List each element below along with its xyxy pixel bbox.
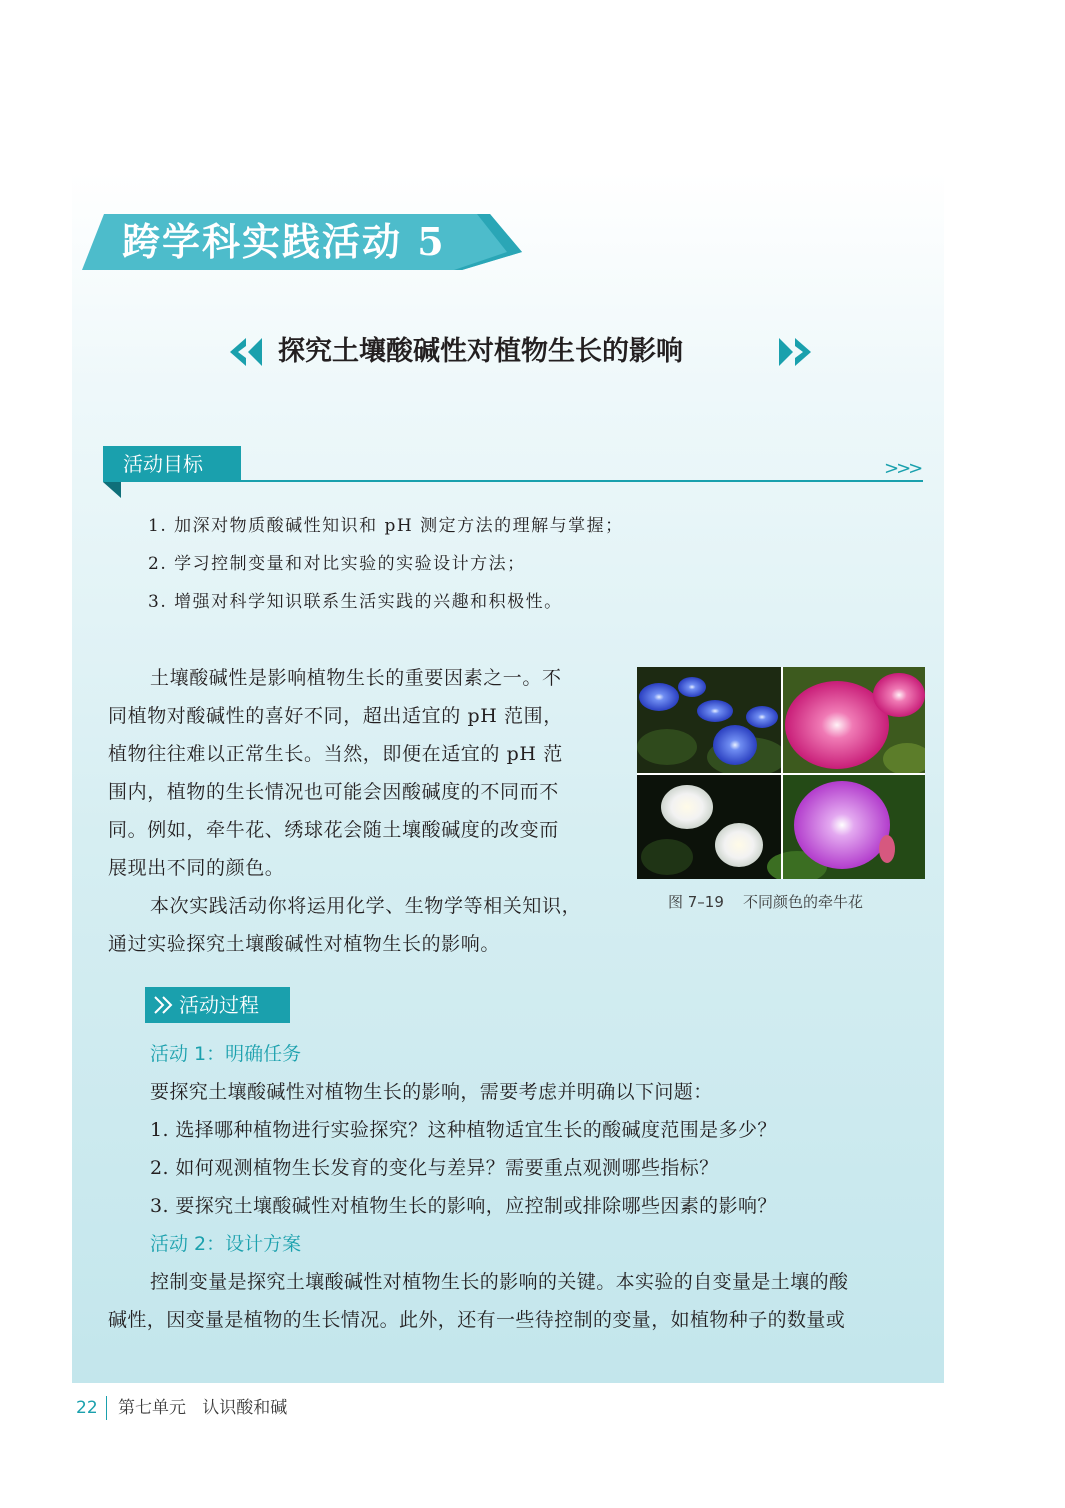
goals-arrows-icon: >>> [884,458,921,479]
goals-rule [241,480,923,482]
goal-item: 1. 加深对物质酸碱性知识和 pH 测定方法的理解与掌握； [148,516,624,536]
left-chevron-icon [228,330,268,374]
activity-1-line: 1. 选择哪种植物进行实验探究？这种植物适宜生长的酸碱度范围是多少？ [150,1119,777,1141]
process-heading-tab [145,987,290,1023]
intro-line: 同植物对酸碱性的喜好不同，超出适宜的 pH 范围， [108,705,563,727]
banner-title: 跨学科实践活动 5 [122,219,446,264]
section-banner [82,214,522,270]
page-number: 22 [76,1398,98,1418]
footer-divider [106,1396,107,1420]
double-chevron-icon [153,995,175,1015]
goal-item: 2. 学习控制变量和对比实验的实验设计方法； [148,554,526,574]
intro-line: 展现出不同的颜色。 [108,857,285,879]
goals-heading: 活动目标 [103,446,241,482]
activity-2-title: 活动 2：设计方案 [150,1233,302,1255]
intro-line: 土壤酸碱性是影响植物生长的重要因素之一。不 [150,667,562,689]
process-heading: 活动过程 [179,993,259,1017]
activity-1-line: 2. 如何观测植物生长发育的变化与差异？需要重点观测哪些指标？ [150,1157,719,1179]
activity-2-line: 碱性，因变量是植物的生长情况。此外，还有一些待控制的变量，如植物种子的数量或 [108,1309,846,1331]
intro-line: 围内，植物的生长情况也可能会因酸碱度的不同而不 [108,781,559,803]
intro-line: 通过实验探究土壤酸碱性对植物生长的影响。 [108,933,501,955]
right-chevron-icon [773,330,813,374]
running-footer: 第七单元 认识酸和碱 [118,1398,288,1418]
flower-collage-image [637,667,925,879]
figure-caption: 图 7–19 不同颜色的牵牛花 [668,893,863,911]
intro-line: 同。例如，牵牛花、绣球花会随土壤酸碱度的改变而 [108,819,559,841]
activity-1-line: 3. 要探究土壤酸碱性对植物生长的影响，应控制或排除哪些因素的影响？ [150,1195,777,1217]
intro-line: 植物往往难以正常生长。当然，即便在适宜的 pH 范 [108,743,563,765]
goal-item: 3. 增强对科学知识联系生活实践的兴趣和积极性。 [148,592,563,612]
activity-2-line: 控制变量是探究土壤酸碱性对植物生长的影响的关键。本实验的自变量是土壤的酸 [150,1271,849,1293]
activity-1-line: 要探究土壤酸碱性对植物生长的影响，需要考虑并明确以下问题： [150,1081,713,1103]
activity-1-title: 活动 1：明确任务 [150,1043,302,1065]
tab-fold-shape [103,482,121,498]
intro-line: 本次实践活动你将运用化学、生物学等相关知识， [150,895,582,917]
subtitle: 探究土壤酸碱性对植物生长的影响 [278,336,683,367]
morning-glory-photo [637,667,925,879]
subtitle-block [228,330,808,374]
